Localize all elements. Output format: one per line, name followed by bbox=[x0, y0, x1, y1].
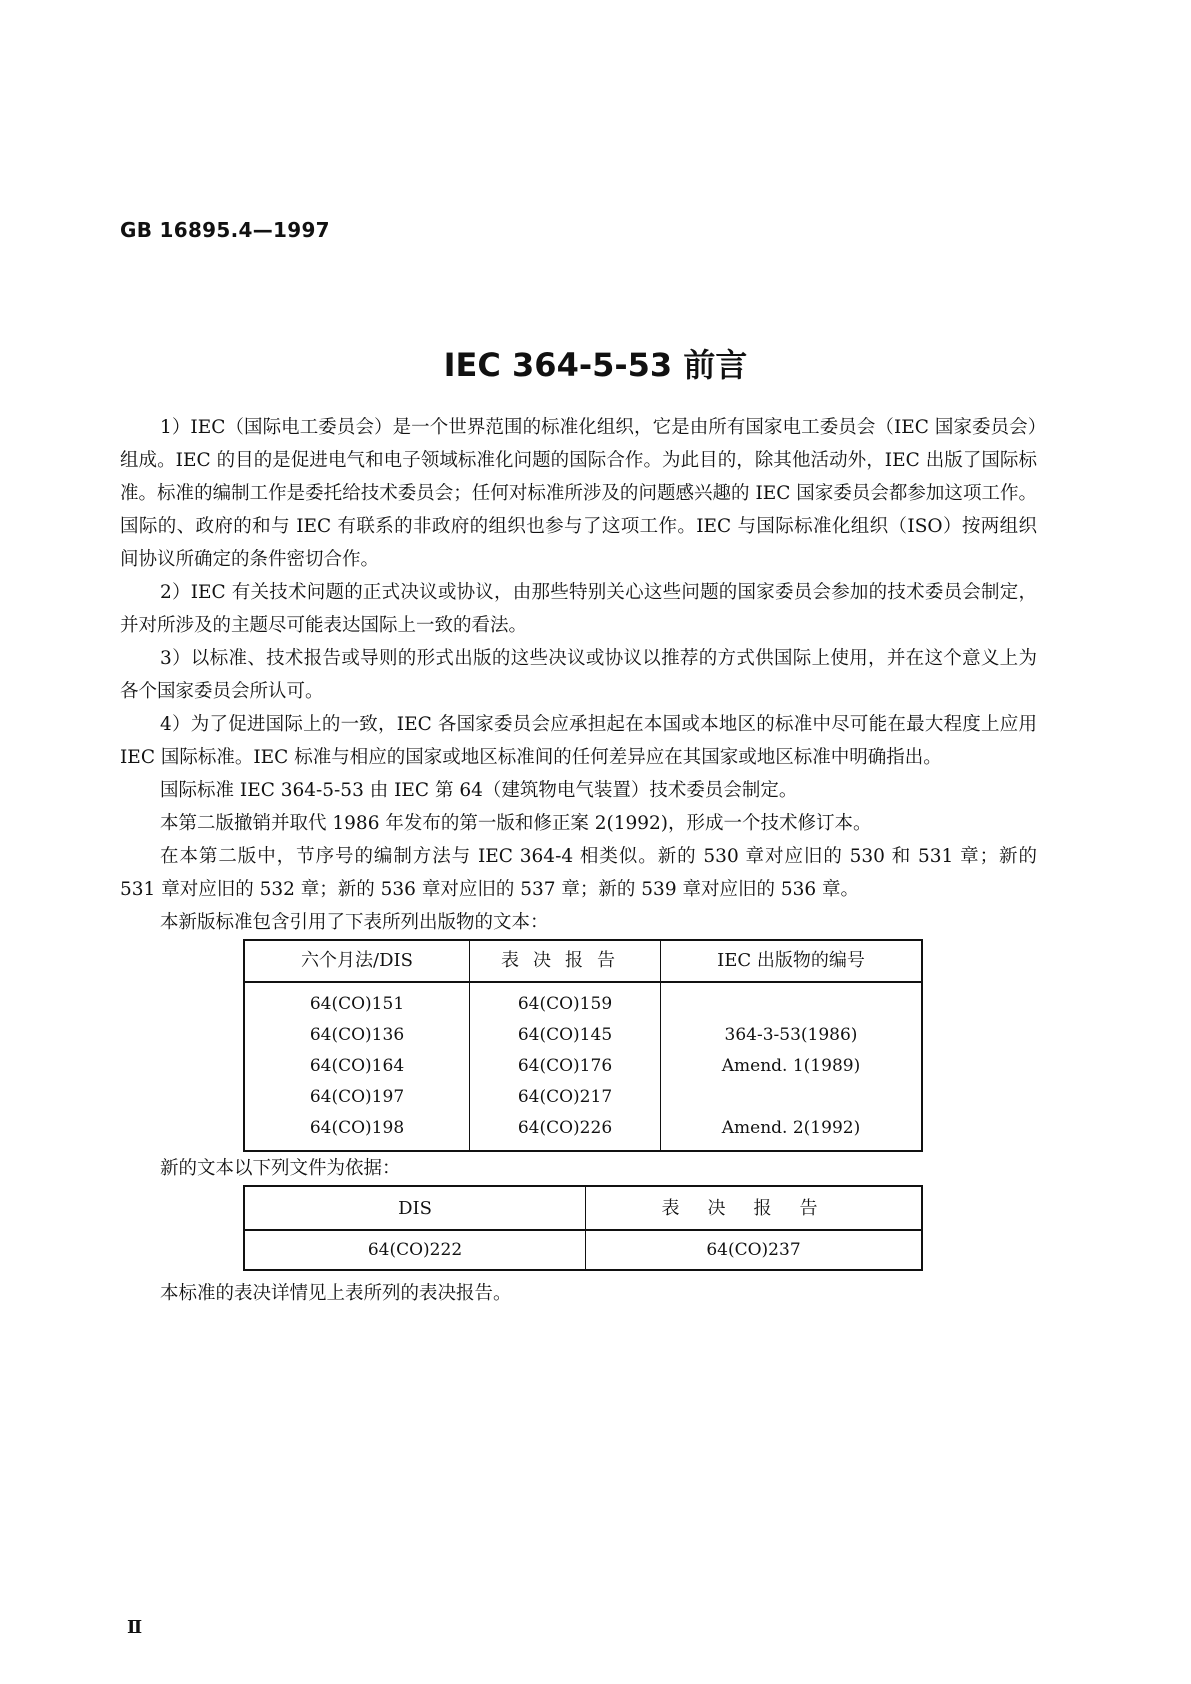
paragraph-2: 2）IEC 有关技术问题的正式决议或协议，由那些特别关心这些问题的国家委员会参加的技术委员会制定，并对所涉及的主题尽可能表达国际上一致的看法。 bbox=[120, 582, 1037, 636]
table-cell: 64(CO)164 bbox=[244, 1051, 470, 1082]
table-cell: 64(CO)217 bbox=[470, 1082, 661, 1113]
table-row bbox=[244, 982, 922, 1020]
table-cell bbox=[661, 982, 923, 1020]
table-row bbox=[244, 1082, 922, 1113]
table-cell: 64(CO)237 bbox=[586, 1230, 923, 1270]
table-cell: Amend. 1(1989) bbox=[661, 1051, 923, 1082]
page-number: Ⅱ bbox=[127, 1617, 143, 1638]
table-cell: 364-3-53(1986) bbox=[661, 1020, 923, 1051]
table-cell bbox=[661, 1082, 923, 1113]
paragraph-8: 本新版标准包含引用了下表所列出版物的文本： bbox=[160, 912, 549, 933]
table-cell: 64(CO)145 bbox=[470, 1020, 661, 1051]
table-header-dis: DIS bbox=[244, 1186, 586, 1230]
publications-table bbox=[243, 939, 923, 1152]
table-row bbox=[244, 1020, 922, 1051]
paragraph-6: 本第二版撤销并取代 1986 年发布的第一版和修正案 2(1992)，形成一个技术修订本。 bbox=[160, 813, 872, 834]
basis-table bbox=[243, 1185, 923, 1271]
paragraph-4: 4）为了促进国际上的一致，IEC 各国家委员会应承担起在本国或本地区的标准中尽可能在最大程度上应用 IEC 国际标准。IEC 标准与相应的国家或地区标准间的任何差异应在其国家或地区标准中明确指出。 bbox=[120, 714, 1037, 768]
paragraph-1: 1）IEC（国际电工委员会）是一个世界范围的标准化组织，它是由所有国家电工委员会（IEC 国家委员会）组成。IEC 的目的是促进电气和电子领域标准化问题的国际合作。为此目的，除其他活动外，IEC 出版了国际标准。标准的编制工作是委托给技术委员会；任何对标准所涉及的问题感兴趣的 IEC 国家委员会都参加这项工作。国际的、政府的和与 IEC 有联系的非政府的组织也参与了这项工作。IEC 与国际标准化组织（ISO）按两组织间协议所确定的条件密切合作。 bbox=[120, 417, 1037, 570]
table-header-publication: IEC 出版物的编号 bbox=[661, 940, 923, 982]
table-cell: 64(CO)159 bbox=[470, 982, 661, 1020]
table-header-report: 表决报告 bbox=[586, 1186, 923, 1230]
table-cell: 64(CO)176 bbox=[470, 1051, 661, 1082]
table-cell: 64(CO)151 bbox=[244, 982, 470, 1020]
paragraph-5: 国际标准 IEC 364-5-53 由 IEC 第 64（建筑物电气装置）技术委员会制定。 bbox=[160, 780, 798, 801]
paragraph-7: 在本第二版中，节序号的编制方法与 IEC 364-4 相类似。新的 530 章对应旧的 530 和 531 章；新的 531 章对应旧的 532 章；新的 536 章对应旧的 537 章；新的 539 章对应旧的 536 章。 bbox=[120, 846, 1037, 900]
table-row bbox=[244, 1230, 922, 1270]
table-cell: 64(CO)197 bbox=[244, 1082, 470, 1113]
standard-code: GB 16895.4—1997 bbox=[120, 218, 330, 242]
table-cell: 64(CO)136 bbox=[244, 1020, 470, 1051]
document-body bbox=[120, 411, 1037, 1310]
table-header-report: 表决报告 bbox=[470, 940, 661, 982]
paragraph-10: 本标准的表决详情见上表所列的表决报告。 bbox=[160, 1283, 512, 1304]
table-header-dis: 六个月法/DIS bbox=[244, 940, 470, 982]
table-cell: Amend. 2(1992) bbox=[661, 1113, 923, 1151]
page-title: IEC 364-5-53 前言 bbox=[443, 346, 748, 384]
table-cell: 64(CO)198 bbox=[244, 1113, 470, 1151]
table-cell: 64(CO)226 bbox=[470, 1113, 661, 1151]
table-row bbox=[244, 1051, 922, 1082]
table-cell: 64(CO)222 bbox=[244, 1230, 586, 1270]
table-row bbox=[244, 1113, 922, 1151]
paragraph-3: 3）以标准、技术报告或导则的形式出版的这些决议或协议以推荐的方式供国际上使用，并在这个意义上为各个国家委员会所认可。 bbox=[120, 648, 1037, 702]
paragraph-9: 新的文本以下列文件为依据： bbox=[160, 1158, 401, 1179]
